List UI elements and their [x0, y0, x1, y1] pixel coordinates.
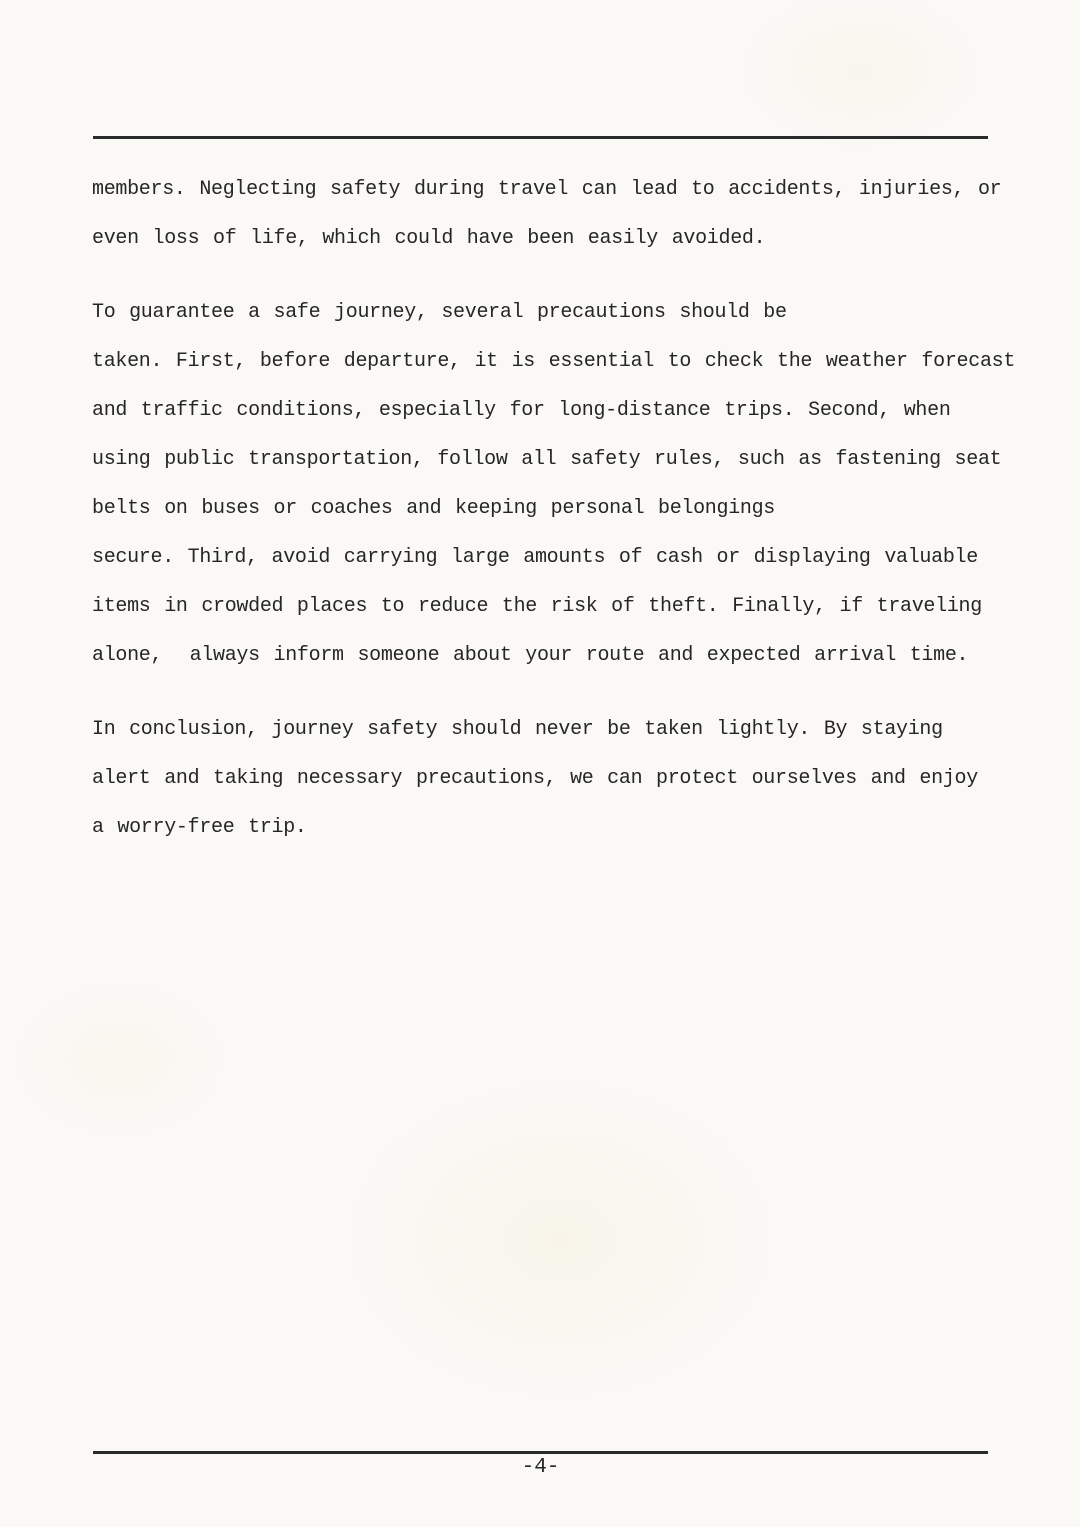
text-line: and traffic conditions, especially for long-distance trips. Second, when	[92, 399, 951, 422]
text-line: using public transportation, follow all safety rules, such as fastening seat	[92, 448, 1002, 471]
header-rule	[93, 136, 988, 139]
text-line: In conclusion, journey safety should never be taken lightly. By staying	[92, 718, 943, 741]
page-number: -4-	[521, 1456, 560, 1479]
text-line: alert and taking necessary precautions, we can protect ourselves and enjoy	[92, 767, 978, 790]
paragraph-2	[92, 288, 1016, 680]
text-line: even loss of life, which could have been easily avoided.	[92, 227, 766, 250]
text-line: alone, always inform someone about your route and expected arrival time.	[92, 644, 969, 667]
text-line: secure. Third, avoid carrying large amounts of cash or displaying valuable	[92, 546, 978, 569]
document-body	[92, 165, 1016, 877]
text-line: taken. First, before departure, it is essential to check the weather forecast	[92, 350, 1016, 373]
paragraph-1	[92, 165, 1012, 263]
text-line: a worry-free trip.	[92, 816, 307, 839]
text-line: belts on buses or coaches and keeping personal belongings	[92, 497, 776, 520]
text-line: items in crowded places to reduce the risk of theft. Finally, if traveling	[92, 595, 982, 618]
text-line: To guarantee a safe journey, several precautions should be	[92, 301, 787, 324]
text-line: members. Neglecting safety during travel can lead to accidents, injuries, or	[92, 178, 1002, 201]
paragraph-3	[92, 705, 1012, 852]
